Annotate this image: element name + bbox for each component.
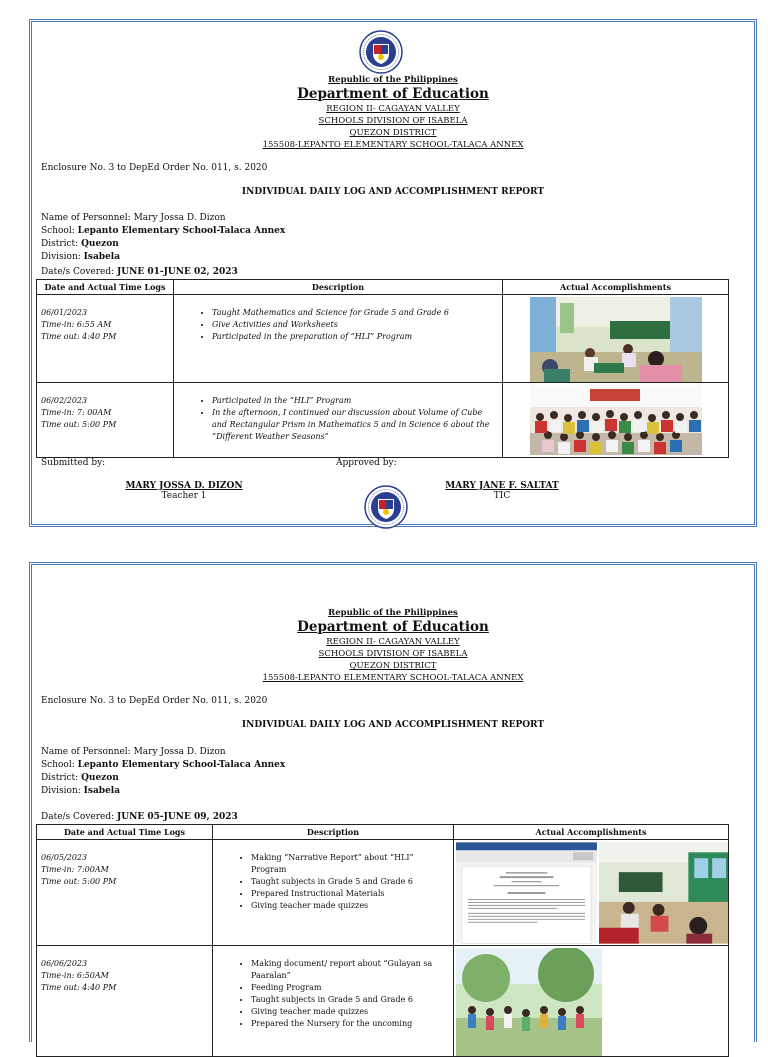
district-value: Quezon bbox=[81, 239, 119, 249]
description-list bbox=[213, 946, 453, 1030]
description-list bbox=[174, 295, 502, 343]
column-header: Actual Accomplishments bbox=[503, 280, 729, 295]
division-value: Isabela bbox=[83, 786, 121, 796]
region-line: REGION II- CAGAYAN VALLEY bbox=[326, 637, 460, 647]
dates-label: Date/s Covered: bbox=[41, 267, 118, 277]
time-in: Time-in: 6:55 AM bbox=[41, 320, 112, 329]
submitter-signature bbox=[94, 481, 274, 501]
column-header: Date and Actual Time Logs bbox=[37, 280, 174, 295]
log-date: 06/02/2023 bbox=[41, 396, 88, 405]
list-item: • Giving teacher made quizzes bbox=[251, 1006, 449, 1018]
accomplishment-cell bbox=[503, 295, 729, 383]
list-item: • Prepared Instructional Materials bbox=[251, 888, 449, 900]
school-value: Lepanto Elementary School-Talaca Annex bbox=[77, 760, 286, 770]
deped-seal-icon bbox=[359, 30, 403, 74]
enclosure-text: Enclosure No. 3 to DepEd Order No. 011, s. 2020 bbox=[41, 696, 268, 706]
personnel-value: Mary Jossa D. Dizon bbox=[133, 747, 226, 757]
district-label: District: bbox=[41, 239, 82, 249]
list-item: • Making “Narrative Report” about “HLI” Program bbox=[251, 852, 449, 876]
list-item: • Prepared the Nursery for the uncoming bbox=[251, 1018, 449, 1030]
list-item: • Taught Mathematics and Science for Grade 5 and Grade 6 bbox=[212, 307, 498, 319]
time-in: Time-in: 6:50AM bbox=[41, 971, 109, 980]
division-label: Division: bbox=[41, 252, 84, 262]
division-label: Division: bbox=[41, 786, 84, 796]
table-row bbox=[37, 383, 729, 458]
republic-line: Republic of the Philippines bbox=[328, 75, 458, 85]
submitter-name: MARY JOSSA D. DIZON bbox=[125, 481, 243, 491]
column-header: Date and Actual Time Logs bbox=[37, 825, 213, 840]
division-line: SCHOOLS DIVISION OF ISABELA bbox=[318, 116, 468, 126]
time-out: Time out: 5:00 PM bbox=[41, 877, 117, 886]
report-title: INDIVIDUAL DAILY LOG AND ACCOMPLISHMENT REPORT bbox=[241, 720, 545, 730]
list-item: • Give Activities and Worksheets bbox=[212, 319, 498, 331]
list-item: • In the afternoon, I continued our discussion about Volume of Cube and Rectangular Prism in Mathematics 5 and in Science 6 about the “Different Weather Seasons” bbox=[212, 407, 498, 443]
approver-role: TIC bbox=[493, 491, 511, 501]
description-cell bbox=[213, 946, 454, 1057]
date-cell bbox=[37, 840, 213, 946]
district-field bbox=[41, 773, 119, 783]
approver-signature bbox=[412, 481, 592, 501]
school-field bbox=[41, 760, 285, 770]
date-cell bbox=[37, 295, 174, 383]
list-item: • Giving teacher made quizzes bbox=[251, 900, 449, 912]
log-table bbox=[36, 824, 729, 1057]
department-line: Department of Education bbox=[297, 86, 489, 102]
school-label: School: bbox=[41, 760, 78, 770]
personnel-value: Mary Jossa D. Dizon bbox=[133, 213, 226, 223]
date-cell bbox=[37, 946, 213, 1057]
district-value: Quezon bbox=[81, 773, 119, 783]
enclosure-text: Enclosure No. 3 to DepEd Order No. 011, s. 2020 bbox=[41, 163, 268, 173]
district-line: QUEZON DISTRICT bbox=[349, 661, 437, 671]
list-item: • Participated in the “HLI” Program bbox=[212, 395, 498, 407]
school-line: 155508-LEPANTO ELEMENTARY SCHOOL-TALACA ANNEX bbox=[262, 673, 524, 683]
personnel-label: Name of Personnel: bbox=[41, 747, 134, 757]
description-cell bbox=[174, 295, 503, 383]
time-in: Time-in: 7: 00AM bbox=[41, 408, 112, 417]
description-list bbox=[213, 840, 453, 912]
submitter-role: Teacher 1 bbox=[161, 491, 207, 501]
time-in: Time-in: 7:00AM bbox=[41, 865, 109, 874]
dates-value: JUNE 05-JUNE 09, 2023 bbox=[117, 812, 238, 822]
personnel-field bbox=[41, 747, 226, 757]
column-header: Description bbox=[213, 825, 454, 840]
list-item: • Taught subjects in Grade 5 and Grade 6 bbox=[251, 876, 449, 888]
division-field bbox=[41, 786, 120, 796]
feeding-program-photo bbox=[456, 948, 602, 1056]
school-value: Lepanto Elementary School-Talaca Annex bbox=[77, 226, 286, 236]
school-line: 155508-LEPANTO ELEMENTARY SCHOOL-TALACA ANNEX bbox=[262, 140, 524, 150]
letterhead bbox=[32, 607, 754, 684]
school-field bbox=[41, 226, 285, 236]
district-field bbox=[41, 239, 119, 249]
school-label: School: bbox=[41, 226, 78, 236]
district-label: District: bbox=[41, 773, 82, 783]
classroom-photo bbox=[599, 842, 728, 944]
accomplishment-cell bbox=[503, 383, 729, 458]
group-photo bbox=[530, 385, 702, 455]
time-out: Time out: 4:40 PM bbox=[41, 332, 117, 341]
dates-value: JUNE 01-JUNE 02, 2023 bbox=[117, 267, 238, 277]
list-item: • Making document/ report about “Gulayan sa Paaralan” bbox=[251, 958, 449, 982]
column-header: Description bbox=[174, 280, 503, 295]
classroom-photo bbox=[530, 297, 702, 382]
submitted-label: Submitted by: bbox=[41, 458, 106, 468]
time-out: Time out: 4:40 PM bbox=[41, 983, 117, 992]
dates-field bbox=[41, 267, 238, 277]
list-item: • Participated in the preparation of “HLI” Program bbox=[212, 331, 498, 343]
time-out: Time out: 5:00 PM bbox=[41, 420, 117, 429]
deped-seal-icon bbox=[364, 485, 408, 529]
dates-field bbox=[41, 812, 238, 822]
approved-label: Approved by: bbox=[336, 458, 397, 468]
republic-line: Republic of the Philippines bbox=[328, 608, 458, 618]
document-screenshot-photo bbox=[456, 842, 597, 944]
report-page-2 bbox=[29, 562, 757, 1042]
accomplishment-cell bbox=[454, 840, 729, 946]
table-header-row bbox=[37, 825, 729, 840]
report-title: INDIVIDUAL DAILY LOG AND ACCOMPLISHMENT REPORT bbox=[241, 187, 545, 197]
division-line: SCHOOLS DIVISION OF ISABELA bbox=[318, 649, 468, 659]
department-line: Department of Education bbox=[297, 619, 489, 635]
description-list bbox=[174, 383, 502, 443]
letterhead bbox=[32, 74, 754, 151]
division-value: Isabela bbox=[83, 252, 121, 262]
division-field bbox=[41, 252, 120, 262]
personnel-field bbox=[41, 213, 226, 223]
dates-label: Date/s Covered: bbox=[41, 812, 118, 822]
description-cell bbox=[174, 383, 503, 458]
table-row bbox=[37, 840, 729, 946]
region-line: REGION II- CAGAYAN VALLEY bbox=[326, 104, 460, 114]
report-page-1 bbox=[29, 19, 757, 527]
table-row bbox=[37, 295, 729, 383]
table-header-row bbox=[37, 280, 729, 295]
accomplishment-cell bbox=[454, 946, 729, 1057]
district-line: QUEZON DISTRICT bbox=[349, 128, 437, 138]
approver-name: MARY JANE F. SALTAT bbox=[445, 481, 559, 491]
log-date: 06/01/2023 bbox=[41, 308, 88, 317]
personnel-label: Name of Personnel: bbox=[41, 213, 134, 223]
list-item: • Taught subjects in Grade 5 and Grade 6 bbox=[251, 994, 449, 1006]
list-item: • Feeding Program bbox=[251, 982, 449, 994]
date-cell bbox=[37, 383, 174, 458]
description-cell bbox=[213, 840, 454, 946]
table-row bbox=[37, 946, 729, 1057]
log-table bbox=[36, 279, 729, 458]
log-date: 06/06/2023 bbox=[41, 959, 88, 968]
log-date: 06/05/2023 bbox=[41, 853, 88, 862]
column-header: Actual Accomplishments bbox=[454, 825, 729, 840]
